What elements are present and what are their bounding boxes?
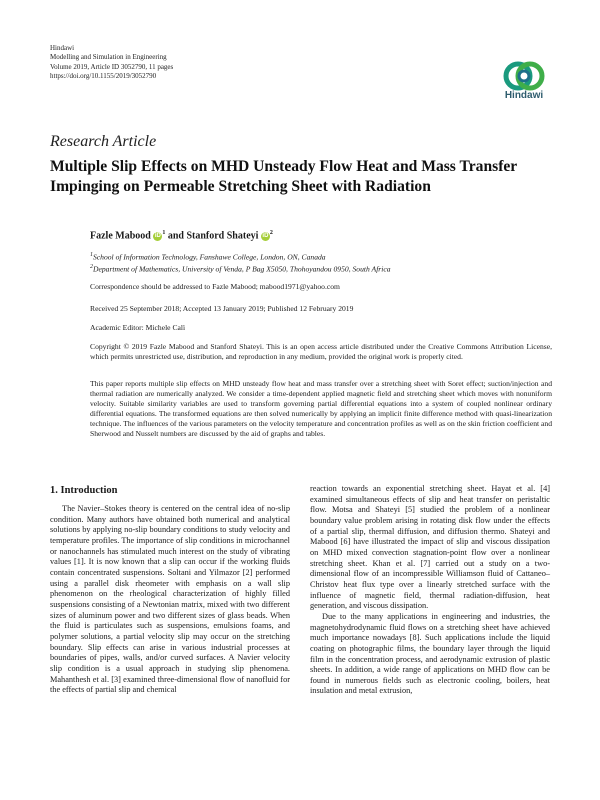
paragraph: Due to the many applications in engineering and industries, the magnetohydrodynamic fluid flows on a stretching sheet have achieved much importance nowadays [8]. Such applications include the liquid coating on photographic films, the boundary layer through the liquid film in the concentration process, and aerodynamic extrusion of plastic sheets. In addition, a wide range of applications on MHD flow can be found in numerous fields such as electronic cooling, boilers, heat insulation and metal extrusion, <box>310 611 550 696</box>
section-heading: 1. Introduction <box>50 485 118 496</box>
orcid-icon[interactable]: iD <box>154 232 161 239</box>
right-column <box>310 484 550 697</box>
affiliation-2 <box>90 263 550 274</box>
academic-editor: Academic Editor: Michele Calì <box>90 323 186 332</box>
affiliation-2-num: 2 <box>90 264 93 270</box>
publisher-name: Hindawi <box>50 44 75 52</box>
orcid-icon[interactable]: iD <box>262 232 269 239</box>
affiliation-1 <box>90 251 550 262</box>
author-connector: and <box>167 230 184 242</box>
author-2-affil: 2 <box>269 230 273 236</box>
copyright-notice: Copyright © 2019 Fazle Mabood and Stanford Shateyi. This is an open access article distributed under the Creative Commons Attribution License, which permits unrestricted use, distribution, and reproduction in any medium, provided the original work is properly cited. <box>90 342 552 361</box>
author-line <box>90 230 273 241</box>
hindawi-logo-text: Hindawi <box>504 90 544 101</box>
author-1-affil: 1 <box>162 230 166 236</box>
article-type: Research Article <box>50 133 157 150</box>
journal-meta <box>50 44 173 81</box>
paragraph: The Navier–Stokes theory is centered on the central idea of no-slip condition. Many authors have obtained both numerical and analytical solutions by applying no-slip boundary conditions to study velocity and temperature profiles. The importance of slip conditions in microchannel or nanochannels has stimulated much interest on the study of vibrating values [1]. It is now known that a slip can occur if the working fluids contain concentrated suspensions. Soltani and Yilmazor [2] performed using a parallel disk rheometer with emphasis on a wall slip phenomenon on the rheological characterization of highly filled suspensions consisting of a Newtonian matrix, mixed with two different sizes of aluminum power and two different sizes of glass beads. When the fluid is particulates such as suspensions, emulsions foams, and polymer solutions, a partial velocity slip may occur on the stretching boundary. Slip effects can arise in various industrial processes at boundaries of pipes, walls, and/or curved surfaces. A Navier velocity slip condition is a usual approach in studying slip phenomena. Mahanthesh et al. [3] examined three-dimensional flow of nanofluid for the effects of partial slip and chemical <box>50 504 290 695</box>
author-2[interactable]: Stanford Shateyi <box>186 230 259 242</box>
left-column <box>50 504 290 696</box>
paragraph: reaction towards an exponential stretching sheet. Hayat et al. [4] examined simultaneous effects of slip and heat transfer on peristaltic flow. Motsa and Shateyi [5] studied the problem of a nonlinear boundary value problem arising in rotating disk flow under the effects of a partial slip, thermal diffusion, and diffusion thermo. Shateyi and Mabood [6] have illustrated the impact of slip and viscous dissipation on MHD mixed convection stagnation-point flow over a nonlinear stretching sheet. Khan et al. [7] carried out a study on a two-dimensional flow of an incompressible Williamson fluid of Cattaneo–Christov heat flux type over a linearly stretched surface with the influence of magnetic field, thermal radiation-diffusion, heat generation, and viscous dissipation. <box>310 484 550 611</box>
abstract: This paper reports multiple slip effects on MHD unsteady flow heat and mass transfer over a stretching sheet with Soret effect; suction/injection and thermal radiation are numerically analyzed. We consider a time-dependent applied magnetic field and stretching sheet which moves with nonuniform velocity. Suitable similarity variables are used to transform governing partial differential equations into a system of coupled nonlinear ordinary differential equations. The transformed equations are then solved numerically by applying an implicit finite difference method with quasi-linearization technique. The influences of the various parameters on the velocity temperature and concentration profiles as well as on the skin friction coefficient and Sherwood and Nusselt numbers are discussed by the aid of graphs and tables. <box>90 379 552 438</box>
correspondence: Correspondence should be addressed to Fazle Mabood; mabood1971@yahoo.com <box>90 282 340 291</box>
publication-dates: Received 25 September 2018; Accepted 13 January 2019; Published 12 February 2019 <box>90 304 354 313</box>
article-title: Multiple Slip Effects on MHD Unsteady Flow Heat and Mass Transfer Impinging on Permeable Stretching Sheet with Radiation <box>50 158 517 195</box>
volume-line: Volume 2019, Article ID 3052790, 11 pages <box>50 62 174 71</box>
affiliation-1-num: 1 <box>90 252 93 258</box>
affiliation-2-text: Department of Mathematics, University of Venda, P Bag X5050, Thohoyandou 0950, South Africa <box>93 264 391 274</box>
author-1[interactable]: Fazle Mabood <box>90 230 151 242</box>
doi-link[interactable]: https://doi.org/10.1155/2019/3052790 <box>50 71 157 80</box>
affiliation-1-text: School of Information Technology, Fanshawe College, London, ON, Canada <box>93 252 326 262</box>
journal-name: Modelling and Simulation in Engineering <box>50 53 167 62</box>
